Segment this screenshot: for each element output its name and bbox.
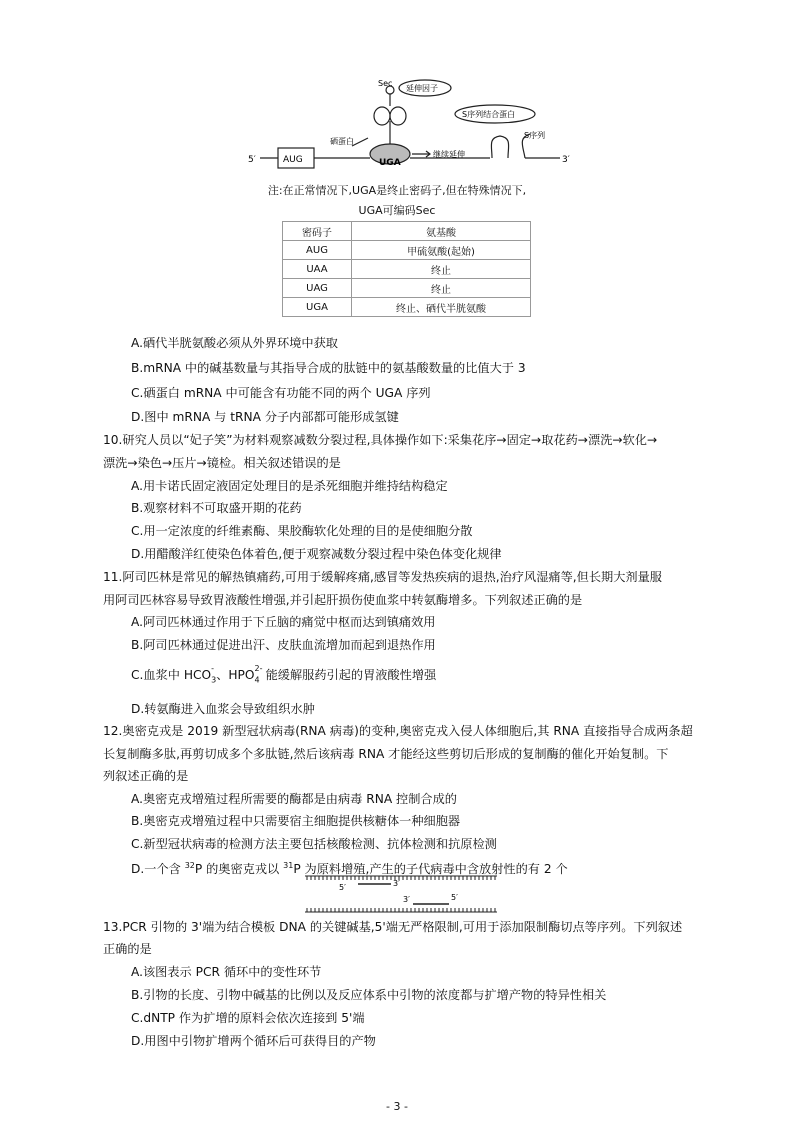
pcr-label-5prime-b: 5′ <box>451 893 458 902</box>
three-prime-label: 3′ <box>562 155 570 165</box>
q11-option-a: A.阿司匹林通过作用于下丘脑的痛觉中枢而达到镇痛效用 <box>131 615 436 629</box>
q12-option-d-sup1: 32 <box>184 861 195 870</box>
q11-option-b: B.阿司匹林通过促进出汗、皮肤血流增加而起到退热作用 <box>131 638 436 652</box>
q10-option-a: A.用卡诺氏固定液固定处理目的是杀死细胞并维持结构稳定 <box>131 479 448 493</box>
table-cell: 终止 <box>352 260 531 279</box>
sec-label: Sec <box>378 79 393 88</box>
q13-option-d: D.用图中引物扩增两个循环后可获得目的产物 <box>131 1034 376 1048</box>
uga-label: UGA <box>379 158 401 168</box>
q11-option-c-part1: C.血浆中 HCO <box>131 668 212 682</box>
q11-option-c-sub2: 4 <box>254 675 260 685</box>
table-cell: UAA <box>283 260 352 279</box>
table-cell: 终止、硒代半胱氨酸 <box>352 298 531 317</box>
figure-note-line2: UGA可编码Sec <box>358 204 436 217</box>
table-cell: UAG <box>283 279 352 298</box>
q9-option-a: A.硒代半胱氨酸必须从外界环境中获取 <box>131 336 338 350</box>
table-row <box>283 298 531 317</box>
table-cell: 终止 <box>352 279 531 298</box>
q11-option-c-part3: 能缓解服药引起的胃液酸性增强 <box>265 668 437 682</box>
q10-stem-line2: 漂洗→染色→压片→镜检。相关叙述错误的是 <box>103 456 341 470</box>
q11-option-c-sup1: - <box>211 664 214 673</box>
q9-option-b: B.mRNA 中的碱基数量与其指导合成的肽链中的氨基酸数量的比值大于 3 <box>131 361 526 375</box>
table-row <box>283 279 531 298</box>
table-cell: 甲硫氨酸(起始) <box>352 241 531 260</box>
pcr-label-5prime-a: 5′ <box>339 883 346 892</box>
q12-option-d-sup2: 31 <box>283 861 294 870</box>
q13-option-c: C.dNTP 作为扩增的原料会依次连接到 5'端 <box>131 1011 365 1025</box>
q13-option-b: B.引物的长度、引物中碱基的比例以及反应体系中引物的浓度都与扩增产物的特异性相关 <box>131 988 607 1002</box>
table-row <box>283 222 531 241</box>
q10-option-b: B.观察材料不可取盛开期的花药 <box>131 501 302 515</box>
q11-stem-line2: 用阿司匹林容易导致胃液酸性增强,并引起肝损伤使血浆中转氨酶增多。下列叙述正确的是 <box>103 593 583 607</box>
q11-option-c-sup2: 2- <box>254 664 263 673</box>
elongation-factor-label: 延伸因子 <box>406 84 438 93</box>
aug-label: AUG <box>283 155 303 165</box>
s-binding-protein-label: S序列结合蛋白 <box>462 110 516 119</box>
q10-option-d: D.用醋酸洋红使染色体着色,便于观察减数分裂过程中染色体变化规律 <box>131 547 502 561</box>
figure-note-line1: 注:在正常情况下,UGA是终止密码子,但在特殊情况下, <box>267 184 527 197</box>
q9-option-d: D.图中 mRNA 与 tRNA 分子内部都可能形成氢键 <box>131 410 399 424</box>
table-header: 氨基酸 <box>352 222 531 241</box>
q12-stem-line1: 12.奥密克戎是 2019 新型冠状病毒(RNA 病毒)的变种,奥密克戎入侵人体细胞后,其 RNA 直接指导合成两条超 <box>103 724 693 738</box>
q11-option-c <box>131 666 436 689</box>
selenoprotein-label: 硒蛋白 <box>330 137 354 146</box>
q10-option-c: C.用一定浓度的纤维素酶、果胶酶软化处理的目的是使细胞分散 <box>131 524 473 538</box>
q12-option-d-part2: P 的奥密克戎以 <box>194 862 284 877</box>
table-header: 密码子 <box>283 222 352 241</box>
pcr-label-3prime-b: 3′ <box>403 895 410 904</box>
q12-option-a: A.奥密克戎增殖过程所需要的酶都是由病毒 RNA 控制合成的 <box>131 792 457 806</box>
q13-option-a: A.该图表示 PCR 循环中的变性环节 <box>131 965 322 979</box>
five-prime-label: 5′ <box>248 155 256 165</box>
q13-stem-line2: 正确的是 <box>103 942 152 956</box>
q12-stem-line3: 列叙述正确的是 <box>103 769 189 783</box>
page-number: - 3 - <box>386 1100 408 1113</box>
q11-option-c-sub1: 3 <box>211 675 217 685</box>
q10-stem-line1: 10.研究人员以“妃子笑”为材料观察减数分裂过程,具体操作如下:采集花序→固定→取花药→漂洗→软化→ <box>103 433 658 447</box>
pcr-label-3prime-a: 3′ <box>393 879 400 888</box>
selenoprotein-translation-diagram <box>230 76 580 176</box>
s-sequence-label: S序列 <box>524 131 546 140</box>
q9-option-c: C.硒蛋白 mRNA 中可能含有功能不同的两个 UGA 序列 <box>131 386 431 400</box>
table-cell: AUG <box>283 241 352 260</box>
continue-elongation-label: 继续延伸 <box>433 150 465 159</box>
table-cell: UGA <box>283 298 352 317</box>
q12-option-d-part3: P 为原料增殖,产生的子代病毒中含放射性的有 2 个 <box>293 862 568 877</box>
q12-option-c: C.新型冠状病毒的检测方法主要包括核酸检测、抗体检测和抗原检测 <box>131 837 497 851</box>
pcr-primer-diagram <box>303 872 499 916</box>
table-row <box>283 260 531 279</box>
q12-option-d-part1: D.一个含 <box>131 862 185 877</box>
q13-stem-line1: 13.PCR 引物的 3'端为结合模板 DNA 的关键碱基,5'端无严格限制,可用于添加限制酶切点等序列。下列叙述 <box>103 920 683 934</box>
q11-option-d: D.转氨酶进入血浆会导致组织水肿 <box>131 702 315 716</box>
q12-stem-line2: 长复制酶多肽,再剪切成多个多肽链,然后该病毒 RNA 才能经这些剪切后形成的复制酶的催化开始复制。下 <box>103 747 669 761</box>
q11-stem-line1: 11.阿司匹林是常见的解热镇痛药,可用于缓解疼痛,感冒等发热疾病的退热,治疗风湿痛等,但长期大剂量服 <box>103 570 662 584</box>
q12-option-b: B.奥密克戎增殖过程中只需要宿主细胞提供核糖体一种细胞器 <box>131 814 461 828</box>
q11-option-c-part2: 、HPO <box>216 668 255 682</box>
codon-table <box>282 221 531 317</box>
table-row <box>283 241 531 260</box>
